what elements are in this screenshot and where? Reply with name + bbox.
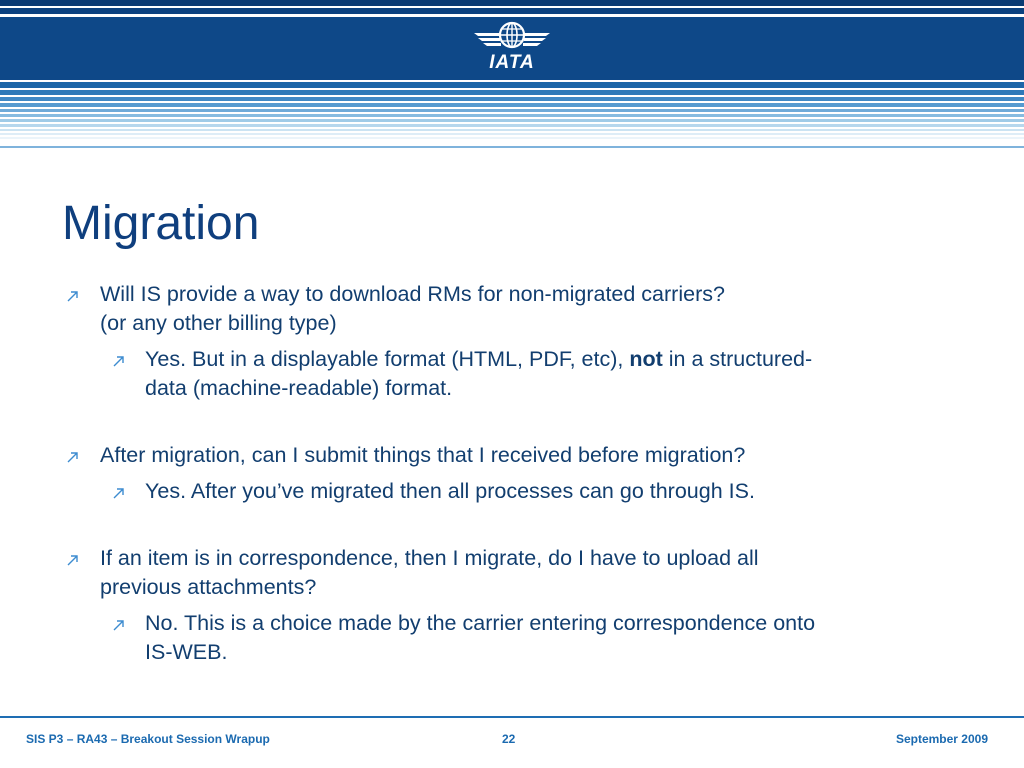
logo-text: IATA <box>489 52 535 73</box>
bullet-text: No. This is a choice made by the carrier entering correspondence onto <box>145 611 816 635</box>
footer-page-number: 22 <box>502 732 516 746</box>
slide-content <box>62 280 962 667</box>
arrow-up-right-icon <box>66 553 80 567</box>
bullet-text: previous attachments? <box>100 575 317 599</box>
globe-wings-icon <box>470 20 554 54</box>
bullet-text: If an item is in correspondence, then I migrate, do I have to upload all <box>100 546 759 570</box>
header-banner <box>0 0 1024 150</box>
bullet-text: IS-WEB. <box>145 640 228 664</box>
sub-bullet-item <box>62 345 962 403</box>
bullet-text: (or any other billing type) <box>100 311 337 335</box>
bullet-item <box>62 441 962 470</box>
sub-bullet-item <box>62 609 962 667</box>
slide-title: Migration <box>62 197 260 250</box>
arrow-up-right-icon <box>112 618 126 632</box>
arrow-up-right-icon <box>112 486 126 500</box>
emphasis-text: not <box>629 347 663 371</box>
footer-session-title: SIS P3 – RA43 – Breakout Session Wrapup <box>26 732 270 746</box>
iata-logo <box>470 20 554 76</box>
bullet-item <box>62 280 962 338</box>
sub-bullet-item <box>62 477 962 506</box>
text-run: in a structured- <box>662 347 813 371</box>
arrow-up-right-icon <box>66 450 80 464</box>
arrow-up-right-icon <box>66 289 80 303</box>
text-run: Yes. But in a displayable format (HTML, PDF, etc), <box>145 347 630 371</box>
bullet-text: After migration, can I submit things that I received before migration? <box>100 443 746 467</box>
footer-date: September 2009 <box>895 732 988 746</box>
bullet-text: data (machine-readable) format. <box>145 376 453 400</box>
header-divider <box>0 146 1024 148</box>
bullet-item <box>62 544 962 602</box>
arrow-up-right-icon <box>112 354 126 368</box>
bullet-text: Yes. After you’ve migrated then all processes can go through IS. <box>145 479 755 503</box>
footer-divider <box>0 716 1024 718</box>
bullet-text <box>145 345 962 374</box>
bullet-text: Will IS provide a way to download RMs for non-migrated carriers? <box>100 282 725 306</box>
